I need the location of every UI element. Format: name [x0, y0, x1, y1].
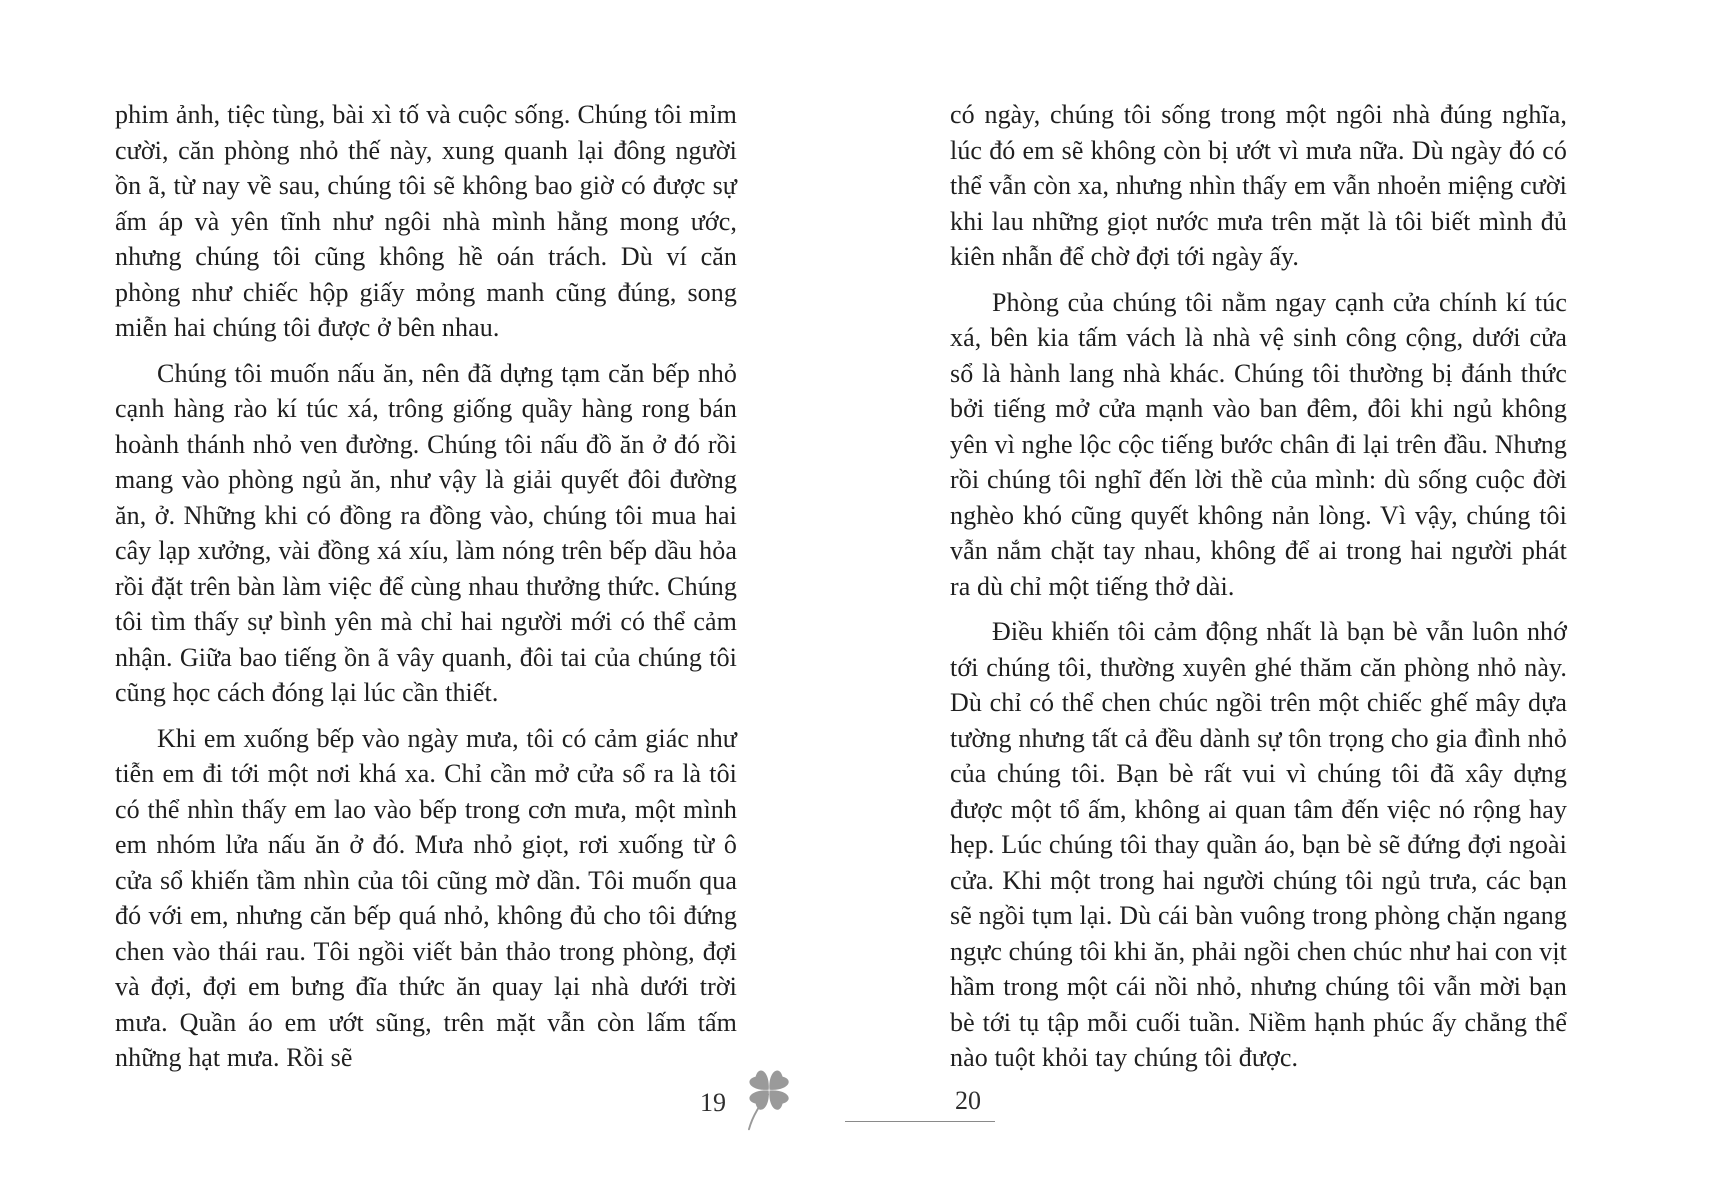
four-leaf-clover-icon [740, 1064, 796, 1132]
paragraph: Chúng tôi muốn nấu ăn, nên đã dựng tạm căn bếp nhỏ cạnh hàng rào kí túc xá, trông giống quầy hàng rong bán hoành thánh nhỏ ven đường. Chúng tôi nấu đồ ăn ở đó rồi mang vào phòng ngủ ăn, như vậy là giải quyết đôi đường ăn, ở. Những khi có đồng ra đồng vào, chúng tôi mua hai cây lạp xưởng, vài đồng xá xíu, làm nóng trên bếp dầu hỏa rồi đặt trên bàn làm việc để cùng nhau thưởng thức. Chúng tôi tìm thấy sự bình yên mà chỉ hai người mới có thể cảm nhận. Giữa bao tiếng ồn ã vây quanh, đôi tai của chúng tôi cũng học cách đóng lại lúc cần thiết. [115, 358, 737, 707]
paragraph: Phòng của chúng tôi nằm ngay cạnh cửa chính kí túc xá, bên kia tấm vách là nhà vệ sinh công cộng, dưới cửa sổ là hành lang nhà khác. Chúng tôi thường bị đánh thức bởi tiếng mở cửa mạnh vào ban đêm, đôi khi ngủ không yên vì nghe lộc cộc tiếng bước chân đi lại trên đầu. Nhưng rồi chúng tôi nghĩ đến lời thề của mình: dù sống cuộc đời nghèo khó cũng quyết không nản lòng. Vì vậy, chúng tôi vẫn nắm chặt tay nhau, không để ai trong hai người phát ra dù chỉ một tiếng thở dài. [950, 287, 1567, 601]
footer-rule [845, 1121, 995, 1122]
left-page-text-column [115, 97, 737, 1086]
paragraph: phim ảnh, tiệc tùng, bài xì tố và cuộc sống. Chúng tôi mỉm cười, căn phòng nhỏ thế này, xung quanh lại đông người ồn ã, từ nay về sau, chúng tôi sẽ không bao giờ có được sự ấm áp và yên tĩnh như ngôi nhà mình hằng mong ước, nhưng chúng tôi cũng không hề oán trách. Dù ví căn phòng như chiếc hộp giấy mỏng manh cũng đúng, song miễn hai chúng tôi được ở bên nhau. [115, 100, 737, 342]
paragraph: Khi em xuống bếp vào ngày mưa, tôi có cảm giác như tiễn em đi tới một nơi khá xa. Chỉ cần mở cửa sổ ra là tôi có thể nhìn thấy em lao vào bếp trong cơn mưa, một mình em nhóm lửa nấu ăn ở đó. Mưa nhỏ giọt, rơi xuống từ ô cửa sổ khiến tầm nhìn của tôi cũng mờ dần. Tôi muốn qua đó với em, nhưng căn bếp quá nhỏ, không đủ cho tôi đứng chen vào thái rau. Tôi ngồi viết bản thảo trong phòng, đợi và đợi, đợi em bưng đĩa thức ăn quay lại nhà dưới trời mưa. Quần áo em ướt sũng, trên mặt vẫn còn lấm tấm những hạt mưa. Rồi sẽ [115, 723, 737, 1072]
paragraph: có ngày, chúng tôi sống trong một ngôi nhà đúng nghĩa, lúc đó em sẽ không còn bị ướt vì mưa nữa. Dù ngày đó có thể vẫn còn xa, nhưng nhìn thấy em vẫn nhoẻn miệng cười khi lau những giọt nước mưa trên mặt là tôi biết mình đủ kiên nhẫn để chờ đợi tới ngày ấy. [950, 100, 1567, 271]
page-number-right: 20 [955, 1086, 981, 1115]
right-page-text-column [950, 97, 1567, 1086]
page-number-left: 19 [700, 1088, 726, 1117]
paragraph: Điều khiến tôi cảm động nhất là bạn bè vẫn luôn nhớ tới chúng tôi, thường xuyên ghé thăm căn phòng nhỏ này. Dù chỉ có thể chen chúc ngồi trên một chiếc ghế mây dựa tường nhưng tất cả đều dành sự tôn trọng cho gia đình nhỏ của chúng tôi. Bạn bè rất vui vì chúng tôi đã xây dựng được một tổ ấm, không ai quan tâm đến việc nó rộng hay hẹp. Lúc chúng tôi thay quần áo, bạn bè sẽ đứng đợi ngoài cửa. Khi một trong hai người chúng tôi ngủ trưa, các bạn sẽ ngồi tụm lại. Dù cái bàn vuông trong phòng chặn ngang ngực chúng tôi khi ăn, phải ngồi chen chúc như hai con vịt hầm trong một cái nồi nhỏ, nhưng chúng tôi vẫn mời bạn bè tới tụ tập mỗi cuối tuần. Niềm hạnh phúc ấy chẳng thể nào tuột khỏi tay chúng tôi được. [950, 617, 1567, 1072]
